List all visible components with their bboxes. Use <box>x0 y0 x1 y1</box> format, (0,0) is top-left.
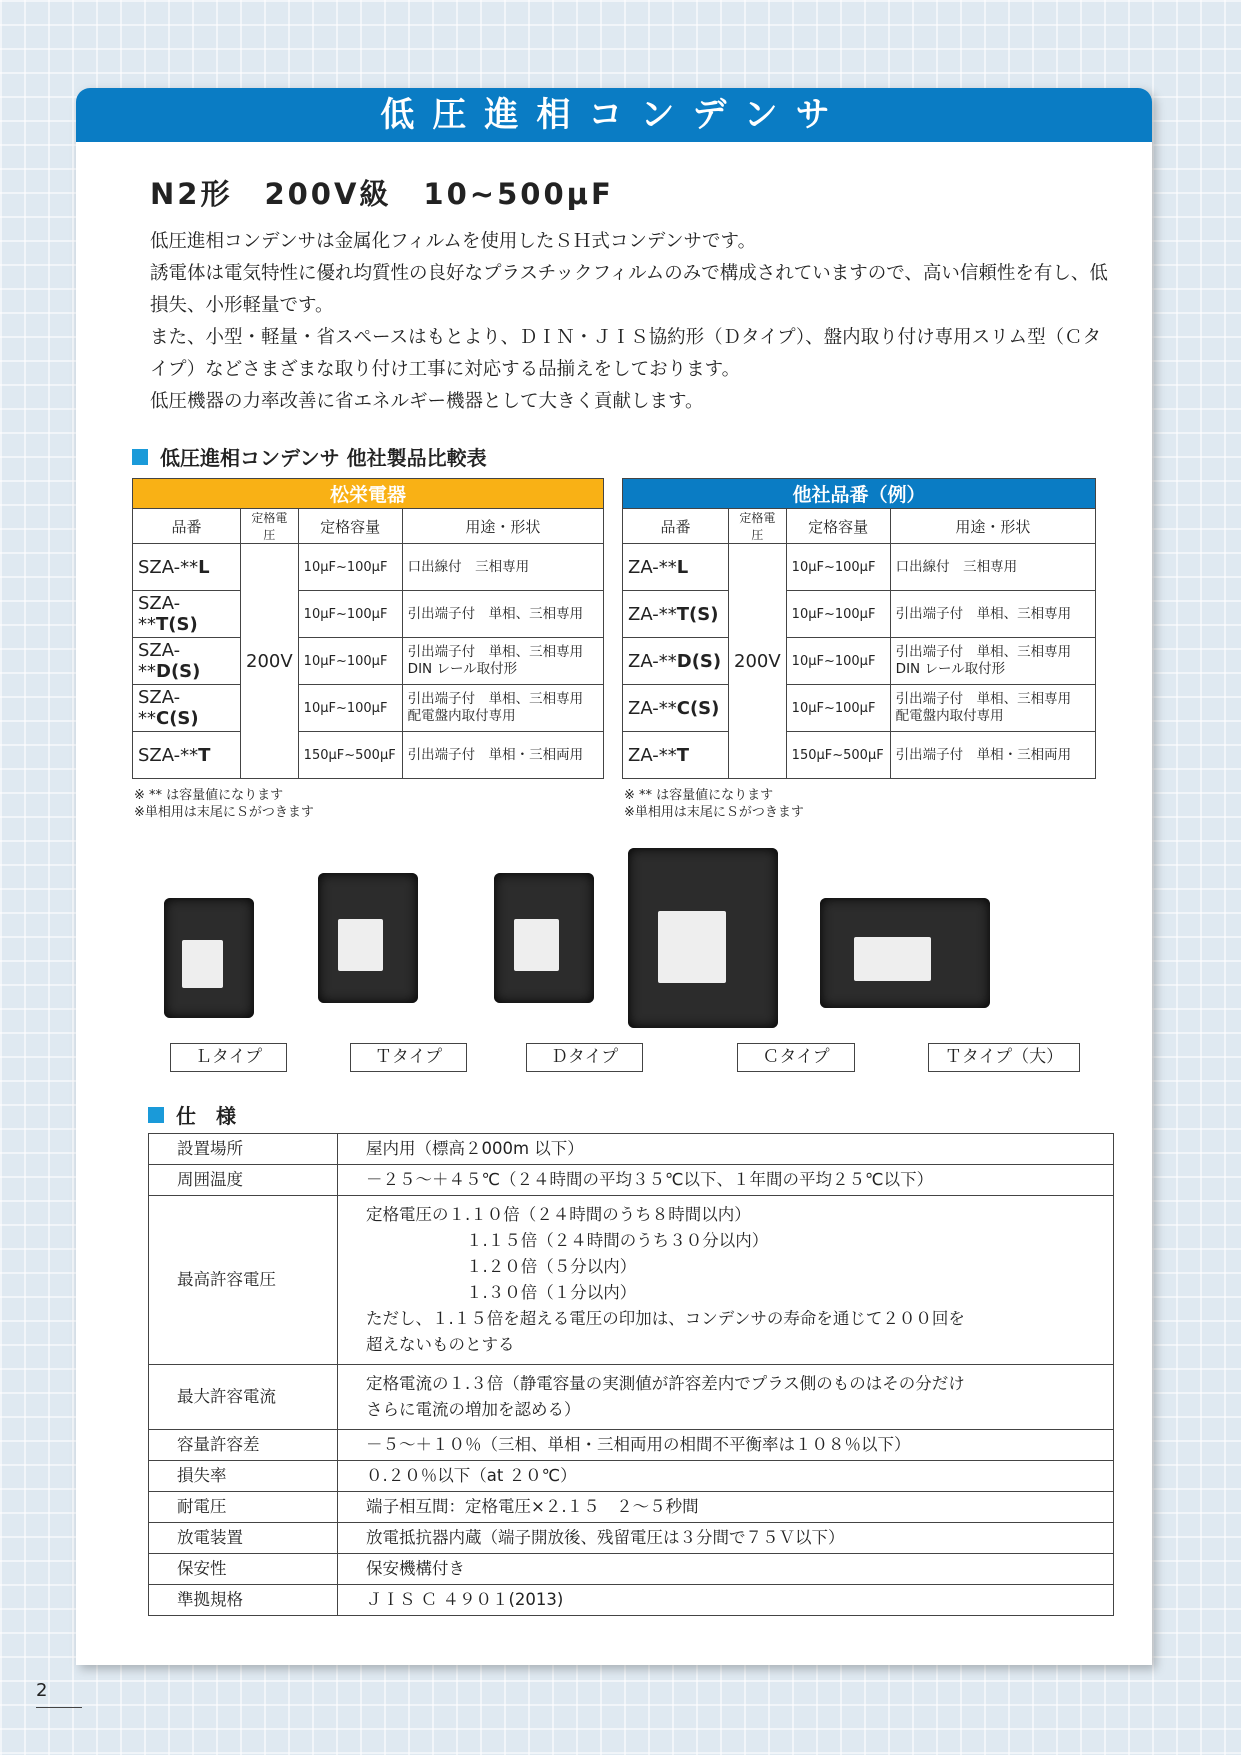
spec-value: 定格電圧の１.１０倍（２４時間のうち８時間以内） １.１５倍（２４時間のうち３０分以内） １.２０倍（５分以内） １.３０倍（１分以内） ただし、１.１５倍を超える電圧の印加は、コンデンサの寿命を通じて２００回を 超えないものとする <box>338 1196 1114 1365</box>
page-number: 2 <box>36 1680 82 1708</box>
spec-row <box>149 1585 1114 1616</box>
spec-value: －５～＋１０％（三相、単相・三相両用の相間不平衡率は１０８％以下） <box>338 1430 1114 1461</box>
table-row <box>133 732 604 779</box>
table-row <box>133 638 604 685</box>
square-bullet-icon <box>148 1107 164 1123</box>
comparison-heading <box>132 442 487 471</box>
col-header: 品番 <box>133 509 241 544</box>
usage: 引出端子付 単相、三相専用 <box>890 591 1095 638</box>
spec-key: 保安性 <box>149 1554 338 1585</box>
part-number: SZA-**L <box>133 544 241 591</box>
col-header: 用途・形状 <box>402 509 603 544</box>
table-title: 他社品番（例） <box>623 479 1096 509</box>
part-number: SZA-**T(S) <box>133 591 241 638</box>
spec-value: 定格電流の１.３倍（静電容量の実測値が許容差内でプラス側のものはその分だけ さらに電流の増加を認める） <box>338 1365 1114 1430</box>
capacitor-photo <box>164 898 254 1018</box>
spec-row <box>149 1461 1114 1492</box>
part-number: SZA-**D(S) <box>133 638 241 685</box>
rated-voltage: 200V <box>729 544 787 779</box>
rated-capacity: 10μF~100μF <box>786 638 890 685</box>
page-header: 低圧進相コンデンサ <box>76 88 1152 142</box>
capacitor-photo <box>628 848 778 1028</box>
usage: 引出端子付 単相・三相両用 <box>890 732 1095 779</box>
intro-line: 誘電体は電気特性に優れ均質性の良好なプラスチックフィルムのみで構成されていますので、高い信頼性を有し、低損失、小形軽量です。 <box>150 263 1108 316</box>
rated-capacity: 10μF~100μF <box>786 685 890 732</box>
spec-row <box>149 1554 1114 1585</box>
spec-table <box>148 1133 1114 1616</box>
part-number: SZA-**T <box>133 732 241 779</box>
table-title: 松栄電器 <box>133 479 604 509</box>
spec-value: 屋内用（標高２000m 以下） <box>338 1134 1114 1165</box>
spec-key: 耐電圧 <box>149 1492 338 1523</box>
usage: 引出端子付 単相、三相専用 DIN レール取付形 <box>402 638 603 685</box>
usage: 引出端子付 単相、三相専用 DIN レール取付形 <box>890 638 1095 685</box>
spec-key: 放電装置 <box>149 1523 338 1554</box>
table-notes: ※ ** は容量値になります ※単相用は末尾にＳがつきます <box>624 788 804 820</box>
table-row <box>133 685 604 732</box>
rated-capacity: 10μF~100μF <box>298 591 402 638</box>
capacitor-photo <box>494 873 594 1003</box>
usage: 引出端子付 単相、三相専用 配電盤内取付専用 <box>890 685 1095 732</box>
table-notes: ※ ** は容量値になります ※単相用は末尾にＳがつきます <box>134 788 314 820</box>
heading-text: 仕 様 <box>176 1104 236 1128</box>
spec-key: 容量許容差 <box>149 1430 338 1461</box>
spec-key: 設置場所 <box>149 1134 338 1165</box>
part-number: SZA-**C(S) <box>133 685 241 732</box>
spec-value: 放電抵抗器内蔵（端子開放後、残留電圧は３分間で７５Ｖ以下） <box>338 1523 1114 1554</box>
spec-row <box>149 1196 1114 1365</box>
col-header: 定格容量 <box>786 509 890 544</box>
usage: 引出端子付 単相、三相専用 <box>402 591 603 638</box>
spec-key: 最高許容電圧 <box>149 1196 338 1365</box>
intro-line: また、小型・軽量・省スペースはもとより、ＤＩＮ・ＪＩＳ協約形（Ｄタイプ）、盤内取り付け専用スリム型（Ｃタイプ）などさまざまな取り付け工事に対応する品揃えをしております。 <box>150 327 1102 380</box>
spec-key: 最大許容電流 <box>149 1365 338 1430</box>
usage: 引出端子付 単相、三相専用 配電盤内取付専用 <box>402 685 603 732</box>
photo-label: Ｌタイプ <box>170 1043 287 1072</box>
spec-row <box>149 1134 1114 1165</box>
spec-row <box>149 1165 1114 1196</box>
part-number: ZA-**D(S) <box>623 638 729 685</box>
spec-value: 端子相互間：定格電圧×２.１５ ２～５秒間 <box>338 1492 1114 1523</box>
spec-key: 損失率 <box>149 1461 338 1492</box>
usage: 口出線付 三相専用 <box>890 544 1095 591</box>
spec-row <box>149 1523 1114 1554</box>
col-header: 定格電圧 <box>729 509 787 544</box>
intro-line: 低圧進相コンデンサは金属化フィルムを使用したＳＨ式コンデンサです。 <box>150 231 757 252</box>
col-header: 定格容量 <box>298 509 402 544</box>
part-number: ZA-**L <box>623 544 729 591</box>
part-number: ZA-**T <box>623 732 729 779</box>
col-header: 用途・形状 <box>890 509 1095 544</box>
usage: 引出端子付 単相・三相両用 <box>402 732 603 779</box>
col-header: 品番 <box>623 509 729 544</box>
rated-capacity: 10μF~100μF <box>786 544 890 591</box>
spec-value: 保安機構付き <box>338 1554 1114 1585</box>
table-row <box>623 544 1096 591</box>
photo-label: Ｔタイプ <box>350 1043 467 1072</box>
rated-capacity: 10μF~100μF <box>786 591 890 638</box>
photo-label: Ｃタイプ <box>737 1043 855 1072</box>
spec-value: －２５～＋４５℃（２４時間の平均３５℃以下、１年間の平均２５℃以下） <box>338 1165 1114 1196</box>
col-header: 定格電圧 <box>241 509 299 544</box>
photo-label: Ｔタイプ（大） <box>928 1043 1080 1072</box>
capacitor-photo <box>318 873 418 1003</box>
photo-label: Ｄタイプ <box>526 1043 643 1072</box>
table-row <box>133 544 604 591</box>
spec-key: 周囲温度 <box>149 1165 338 1196</box>
table-row <box>623 685 1096 732</box>
rated-voltage: 200V <box>241 544 299 779</box>
table-row <box>133 591 604 638</box>
rated-capacity: 10μF~100μF <box>298 685 402 732</box>
intro-line: 低圧機器の力率改善に省エネルギー機器として大きく貢献します。 <box>150 391 704 412</box>
page-card <box>76 88 1152 1665</box>
rated-capacity: 10μF~100μF <box>298 638 402 685</box>
heading-text: 低圧進相コンデンサ 他社製品比較表 <box>160 446 487 470</box>
rated-capacity: 10μF~100μF <box>298 544 402 591</box>
spec-heading <box>148 1100 236 1129</box>
spec-value: ＪＩＳ Ｃ ４９０１(2013) <box>338 1585 1114 1616</box>
usage: 口出線付 三相専用 <box>402 544 603 591</box>
capacitor-photo <box>820 898 990 1008</box>
comparison-table <box>622 478 1096 779</box>
rated-capacity: 150μF~500μF <box>298 732 402 779</box>
table-row <box>623 638 1096 685</box>
spec-row <box>149 1492 1114 1523</box>
square-bullet-icon <box>132 449 148 465</box>
intro-text <box>150 226 1110 418</box>
comparison-table <box>132 478 604 779</box>
table-row <box>623 732 1096 779</box>
part-number: ZA-**C(S) <box>623 685 729 732</box>
table-row <box>623 591 1096 638</box>
part-number: ZA-**T(S) <box>623 591 729 638</box>
spec-row <box>149 1430 1114 1461</box>
product-title: N2形 200V級 10~500μF <box>150 177 614 211</box>
rated-capacity: 150μF~500μF <box>786 732 890 779</box>
spec-key: 準拠規格 <box>149 1585 338 1616</box>
spec-value: ０.２０％以下（at ２０℃） <box>338 1461 1114 1492</box>
spec-row <box>149 1365 1114 1430</box>
